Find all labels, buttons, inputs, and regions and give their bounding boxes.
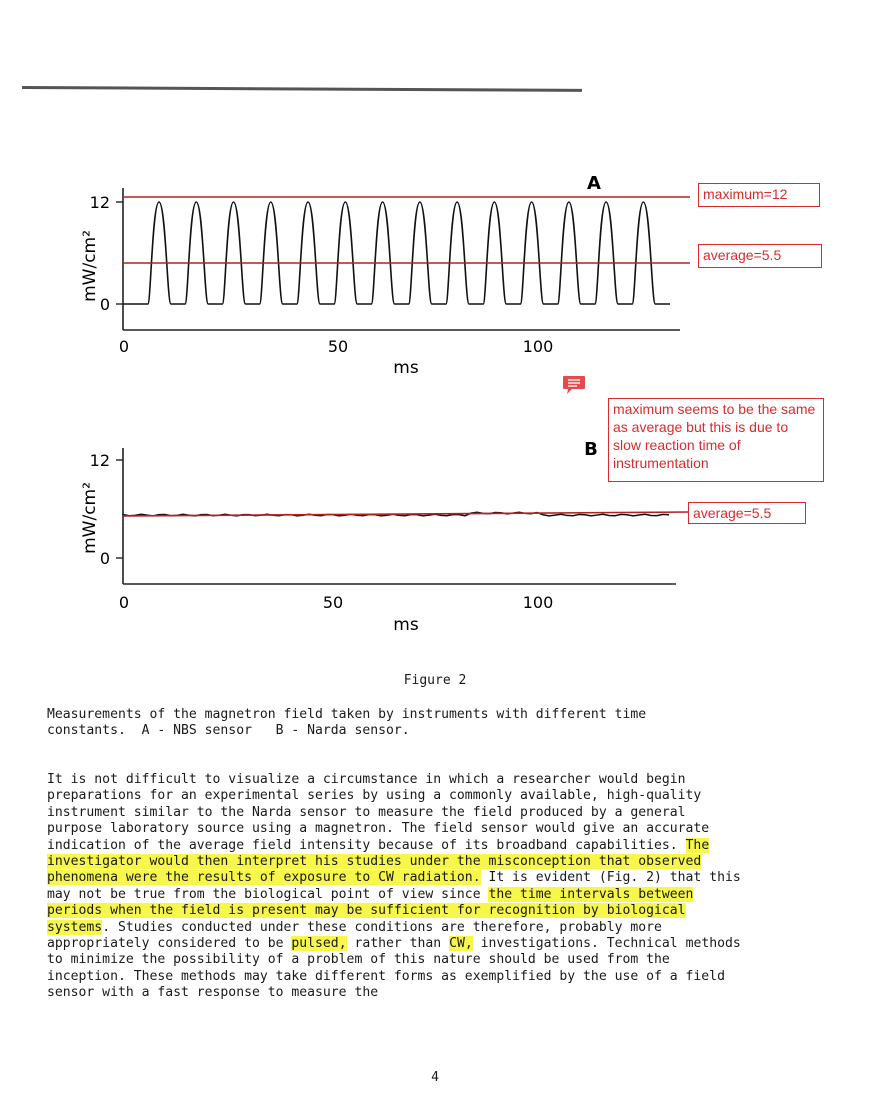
avg-annotation-b[interactable]: average=5.5 [688,502,806,524]
avg-annotation-a[interactable]: average=5.5 [698,244,822,268]
chart-b-letter: B [584,439,598,460]
body-text: . Studies conducted under these conditions are therefore, probably more appropriately considered to be [47,919,662,952]
chart-a-xtick-50: 50 [327,337,349,356]
comment-icon[interactable] [562,375,586,395]
chart-a-pulse-series [123,202,670,304]
highlighted-text[interactable]: The investigator would then interpret his studies under the misconception that observed phenomena were the results of exposure to CW radiation. [47,837,710,886]
highlighted-text[interactable]: CW, [449,936,473,952]
chart-b-xlabel: ms [393,615,419,635]
page-number: 4 [431,1070,439,1085]
body-text: It is not difficult to visualize a circumstance in which a researcher would begin preparations for an experimental series by using a commonly available, high-quality instrument similar to the Narda sensor to measure the field produced by a general purpose laboratory source using a magnetron. The field sensor would give an accurate indication of the average field intensity because of its broadband capabilities. [47,772,710,853]
chart-b-xtick-50: 50 [322,593,344,612]
chart-a-xtick-0: 0 [118,337,130,356]
chart-a [80,173,690,378]
chart-b-xtick-100: 100 [522,593,554,612]
chart-b-ytick-12: 12 [89,451,110,470]
body-text: It is evident (Fig. 2) that this may not be true from the biological point of view since [47,870,741,902]
chart-a-letter: A [587,173,601,194]
chart-b-ylabel: mW/cm² [80,482,100,554]
body-text: investigations. Technical methods to minimize the possibility of a problem of this nature should be used from the inception. These methods may take different forms as exemplified by the use of a field sensor with a fast response to measure the [47,936,741,1001]
chart-b [80,439,690,635]
highlighted-text[interactable]: the time intervals between periods when the field is present may be sufficient for recognition by biological systems [47,886,694,935]
figure-caption: Measurements of the magnetron field taken by instruments with different time constants. A - NBS sensor B - Narda sensor. [47,707,647,738]
instrument-note[interactable]: maximum seems to be the same as average but this is due to slow reaction time of instrumentation [608,398,824,482]
figure-title: Figure 2 [403,673,467,688]
chart-b-ytick-0: 0 [99,549,110,568]
highlighted-text[interactable]: pulsed, [291,936,347,952]
chart-a-ytick-0: 0 [99,295,110,314]
max-annotation-a[interactable]: maximum=12 [698,183,820,207]
chart-a-ytick-12: 12 [89,193,110,212]
chart-a-xlabel: ms [393,358,419,378]
chart-a-xtick-100: 100 [522,337,554,356]
body-paragraph [47,772,747,1002]
chart-b-xtick-0: 0 [118,593,130,612]
chart-a-ylabel: mW/cm² [80,230,100,302]
body-text: rather than [346,936,450,952]
